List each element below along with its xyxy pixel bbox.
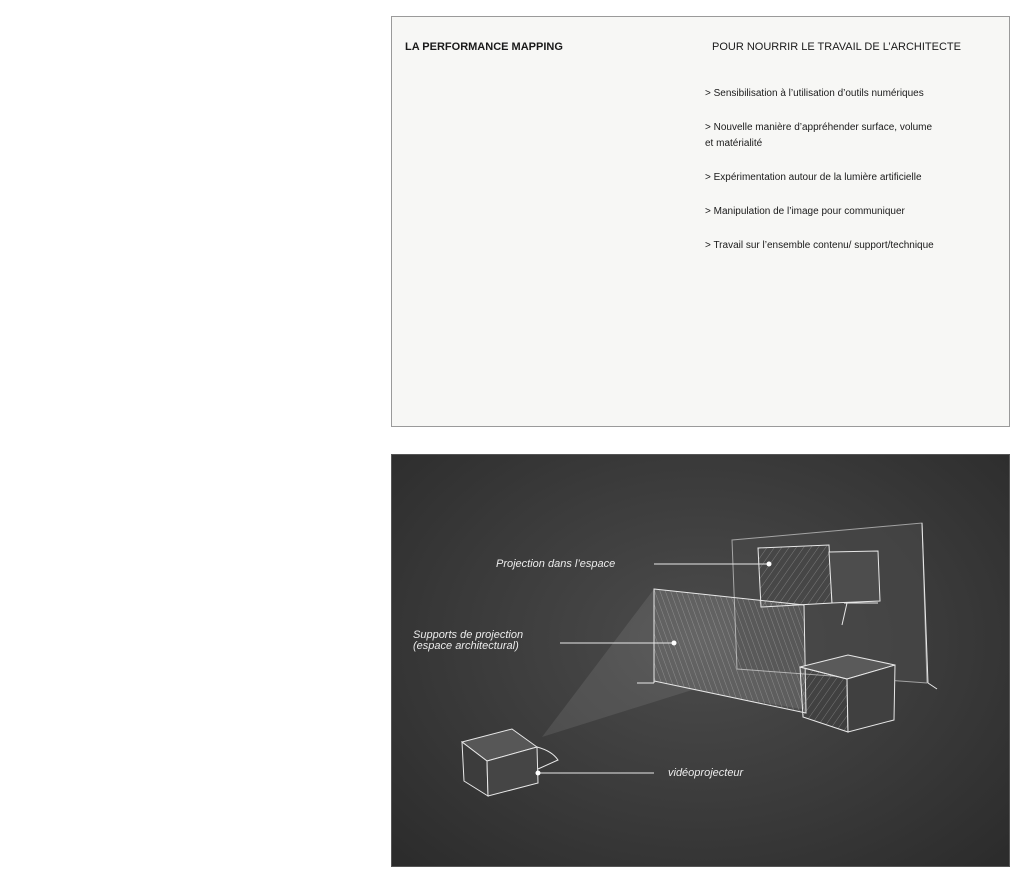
bullet-item: > Travail sur l’ensemble contenu/ support/technique [705, 240, 934, 251]
bullet-item: > Manipulation de l’image pour communiquer [705, 206, 905, 217]
label-projection-space: Projection dans l’espace [496, 558, 616, 570]
bullet-item: > Expérimentation autour de la lumière artificielle [705, 172, 922, 183]
leader-dot-supports [672, 641, 677, 646]
videoprojector-illustration [462, 729, 558, 796]
projection-illustration [392, 455, 1010, 867]
label-supports-line2: (espace architectural) [413, 640, 519, 652]
bullet-list [705, 86, 935, 272]
slide-subtitle: POUR NOURRIR LE TRAVAIL DE L’ARCHITECTE [712, 41, 961, 53]
slide-top [391, 16, 1010, 427]
label-supports-line1: Supports de projection [413, 629, 524, 641]
leader-dot-projection-space [767, 562, 772, 567]
bullet-item: > Sensibilisation à l’utilisation d’outils numériques [705, 88, 924, 99]
label-supports [413, 630, 523, 652]
label-videoprojector: vidéoprojecteur [668, 767, 744, 779]
leader-dot-videoprojector [536, 771, 541, 776]
slide-bottom [391, 454, 1010, 867]
cube-right [800, 655, 895, 732]
bullet-item: > Nouvelle manière d’appréhender surface, volume et matérialité [705, 122, 933, 149]
slide-title: LA PERFORMANCE MAPPING [405, 41, 563, 53]
